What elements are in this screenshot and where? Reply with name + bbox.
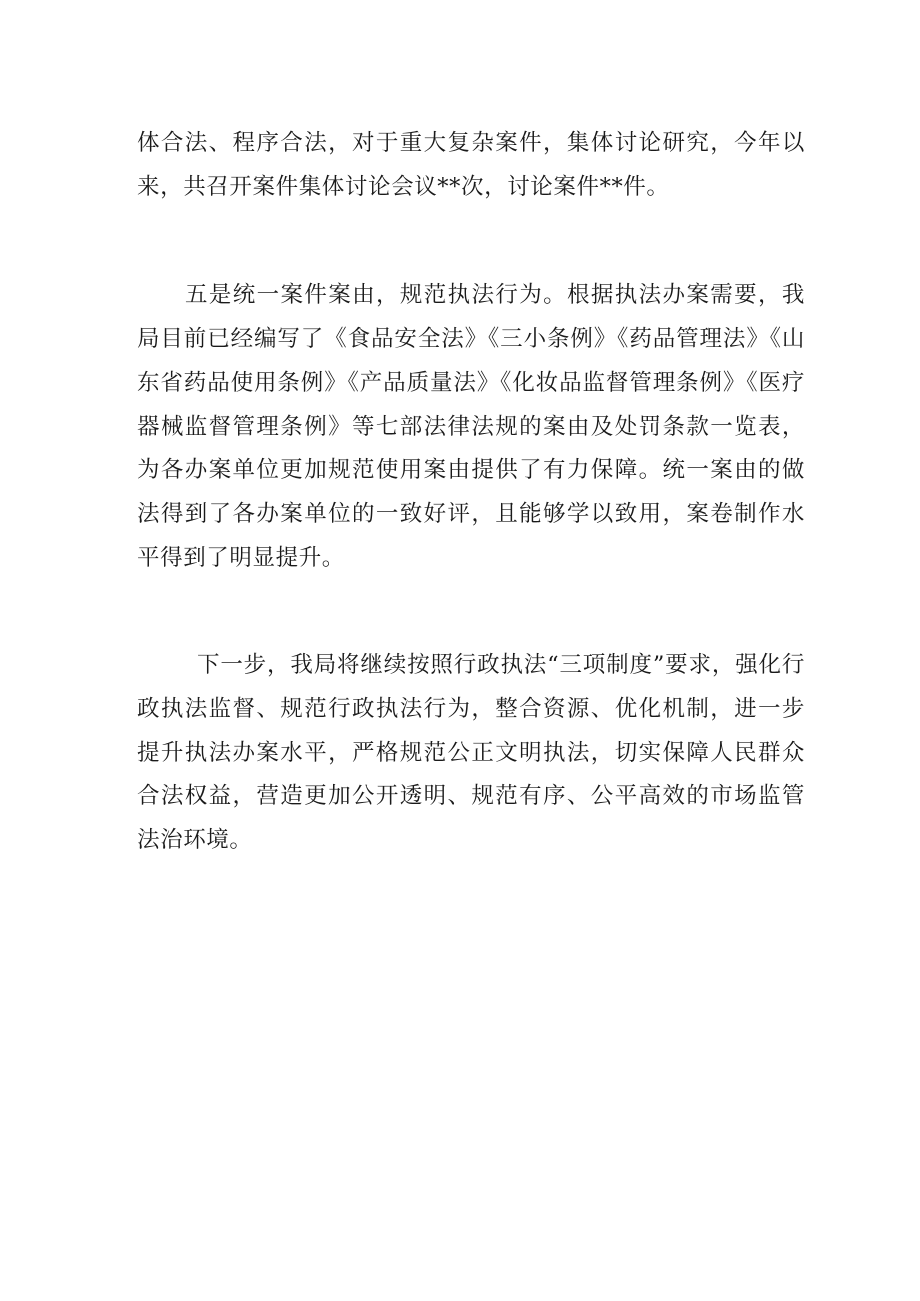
paragraph-next-steps: 下一步，我局将继续按照行政执法“三项制度”要求，强化行政执法监督、规范行政执法行为，整合资源、优化机制，进一步提升执法办案水平，严格规范公正文明执法，切实保障人民群众合法权益，营造更加公开透明、规范有序、公平高效的市场监管法治环境。 — [137, 652, 805, 854]
document-body — [137, 122, 805, 863]
paragraph-unified-case-cause: 五是统一案件案由，规范执法行为。根据执法办案需要，我局目前已经编写了《食品安全法》《三小条例》《药品管理法》《山东省药品使用条例》《产品质量法》《化妆品监督管理条例》《医疗器械监督管理条例》等七部法律法规的案由及处罚条款一览表，为各办案单位更加规范使用案由提供了有力保障。统一案由的做法得到了各办案单位的一致好评，且能够学以致用，案卷制作水平得到了明显提升。 — [137, 282, 805, 571]
paragraph-case-discussion: 体合法、程序合法，对于重大复杂案件，集体讨论研究，今年以来，共召开案件集体讨论会议**次，讨论案件**件。 — [137, 130, 805, 200]
